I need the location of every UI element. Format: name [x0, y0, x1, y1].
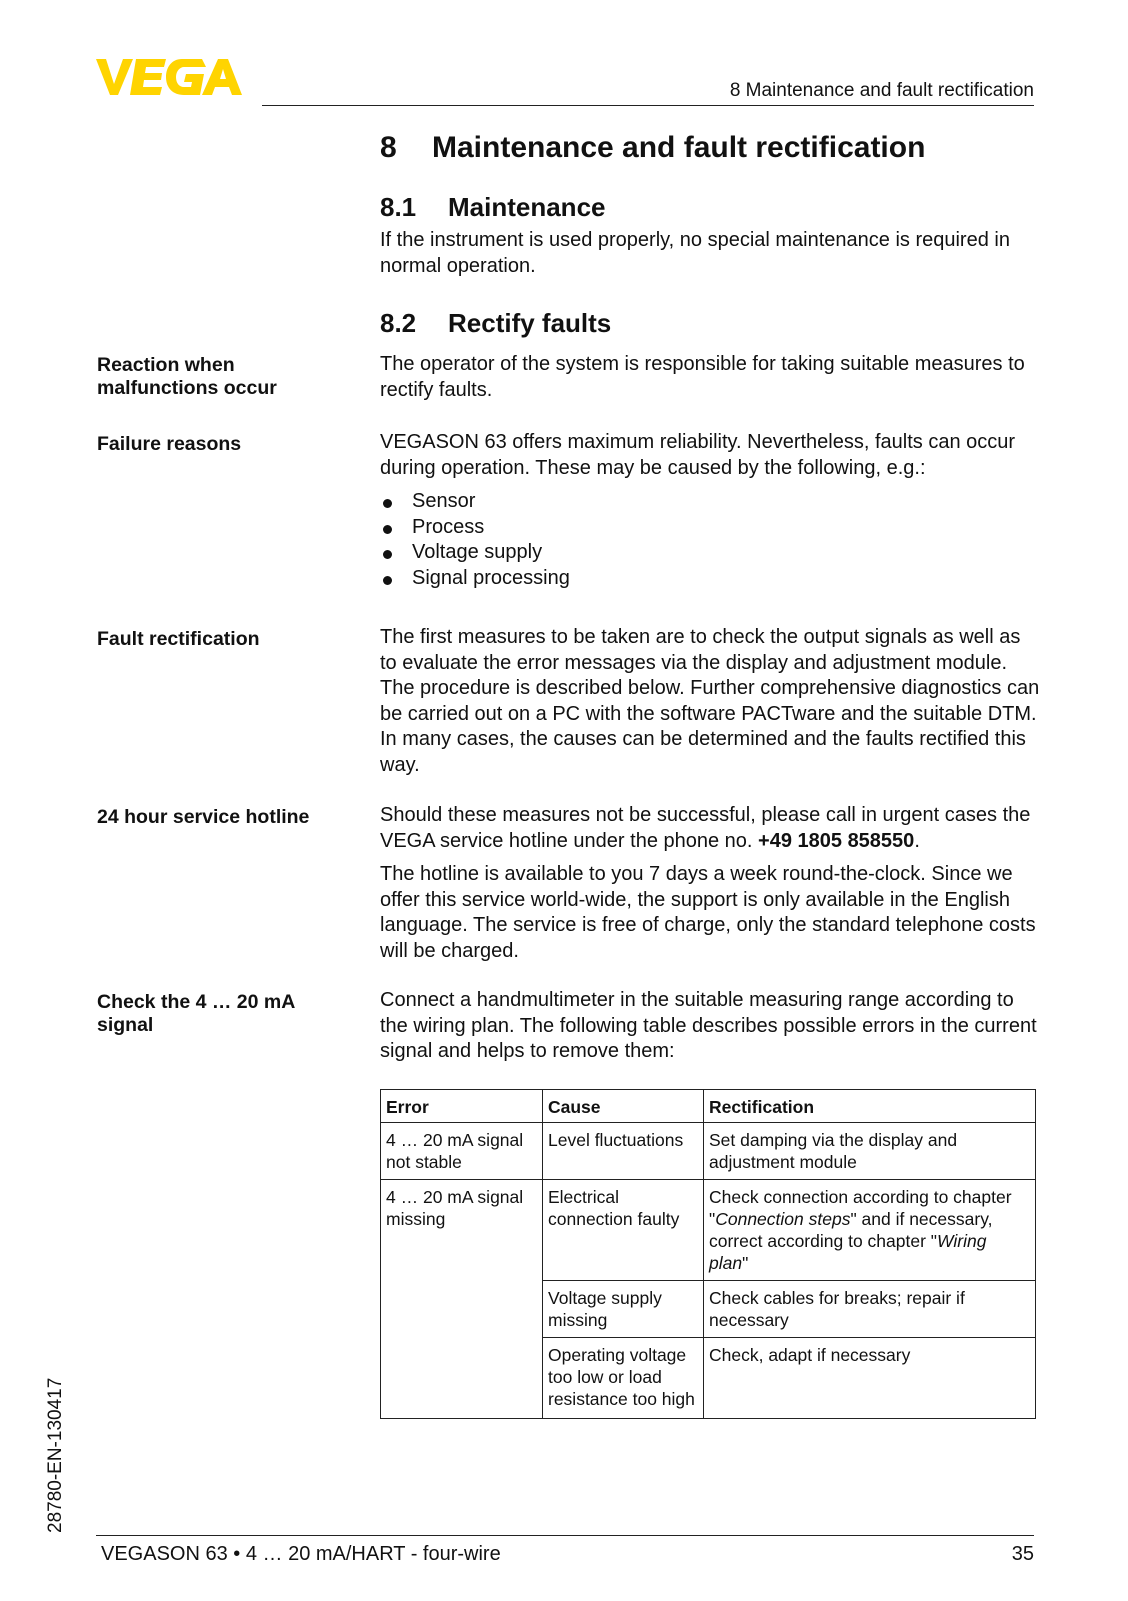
failure-block	[380, 430, 1040, 591]
chapter-number: 8	[380, 131, 397, 164]
hotline-block	[380, 803, 1040, 964]
section-number: 8.1	[380, 192, 417, 222]
section-title: Rectify faults	[448, 308, 612, 338]
list-item: Process	[380, 515, 1040, 541]
table-cell: Electrical connection faulty	[543, 1180, 704, 1281]
cell-text: "	[742, 1253, 749, 1273]
list-item: Sensor	[380, 489, 1040, 515]
table-header: Error	[381, 1090, 543, 1123]
page-number: 35	[1011, 1543, 1034, 1565]
table-cell: 4 … 20 mA signal missing	[381, 1180, 543, 1419]
table-cell: Operating voltage too low or load resistance too high	[543, 1338, 704, 1419]
list-item: Signal processing	[380, 566, 1040, 592]
reaction-text: The operator of the system is responsible for taking suitable measures to rectify faults.	[380, 353, 1025, 401]
table-header: Rectification	[704, 1090, 1036, 1123]
running-title: 8 Maintenance and fault rectification	[729, 80, 1034, 101]
hotline-phone: +49 1805 858550	[758, 829, 915, 852]
chapter-heading	[380, 131, 925, 165]
margin-label-rectification: Fault rectification	[97, 628, 260, 650]
table-cell: Voltage supply missing	[543, 1281, 704, 1338]
margin-label-failure: Failure reasons	[97, 433, 242, 455]
footer-product: VEGASON 63 • 4 … 20 mA/HART - four-wire	[101, 1543, 501, 1565]
section-number: 8.2	[380, 308, 417, 338]
table-row	[381, 1180, 1036, 1281]
section-title: Maintenance	[448, 192, 606, 222]
check-signal-text: Connect a handmultimeter in the suitable measuring range according to the wiring plan. The following table describes possible errors in the current signal and helps to remove them:	[380, 989, 1037, 1062]
cell-text: Check connection according to chapter "	[709, 1187, 1012, 1229]
margin-label-hotline: 24 hour service hotline	[97, 806, 310, 828]
list-item: Voltage supply	[380, 540, 1040, 566]
table-cell: Level fluctuations	[543, 1123, 704, 1180]
vega-logo	[96, 57, 246, 97]
chapter-title: Maintenance and fault rectification	[432, 131, 926, 164]
table-cell: 4 … 20 mA signal not stable	[381, 1123, 543, 1180]
chapter-reference: Connection steps	[715, 1209, 851, 1229]
fault-table	[380, 1089, 1036, 1419]
table-header: Cause	[543, 1090, 704, 1123]
section-heading-rectify-faults	[380, 308, 611, 339]
header-rule	[262, 105, 1034, 106]
hotline-text	[380, 803, 1040, 854]
rectification-text: The first measures to be taken are to check the output signals as well as to evaluate the error messages via the display and adjustment module. The procedure is described below. Further comprehensive diagnostics can be carried out on a PC with the software PACTware and the suitable DTM. In many cases, the causes can be determined and the faults rectified this way.	[380, 626, 1040, 776]
section-heading-maintenance	[380, 192, 606, 223]
failure-list	[380, 489, 1040, 591]
chapter-reference: Wiring plan	[709, 1231, 987, 1273]
hotline-text-b: .	[914, 829, 920, 852]
failure-text: VEGASON 63 offers maximum reliability. Nevertheless, faults can occur during operation. These may be caused by the following, e.g.:	[380, 431, 1016, 479]
hotline-text-a: Should these measures not be successful, please call in urgent cases the VEGA service hotline under the phone no.	[380, 804, 1031, 852]
table-row	[381, 1123, 1036, 1180]
table-cell: Set damping via the display and adjustment module	[704, 1123, 1036, 1180]
maintenance-text: If the instrument is used properly, no special maintenance is required in normal operation.	[380, 229, 1010, 277]
margin-label-reaction: Reaction when malfunctions occur	[97, 354, 277, 399]
table-cell: Check, adapt if necessary	[704, 1338, 1036, 1419]
document-id: 28780-EN-130417	[45, 1377, 66, 1533]
table-cell	[704, 1180, 1036, 1281]
margin-label-check-signal: Check the 4 … 20 mA signal	[97, 991, 295, 1036]
hotline-availability-text: The hotline is available to you 7 days a week round-the-clock. Since we offer this service world-wide, the support is only available in the English language. The service is free of charge, only the standard telephone costs will be charged.	[380, 863, 1036, 962]
table-cell: Check cables for breaks; repair if necessary	[704, 1281, 1036, 1338]
table-header-row	[381, 1090, 1036, 1123]
cell-text: " and if necessary, correct according to chapter "	[709, 1209, 993, 1251]
footer-rule	[96, 1535, 1034, 1536]
